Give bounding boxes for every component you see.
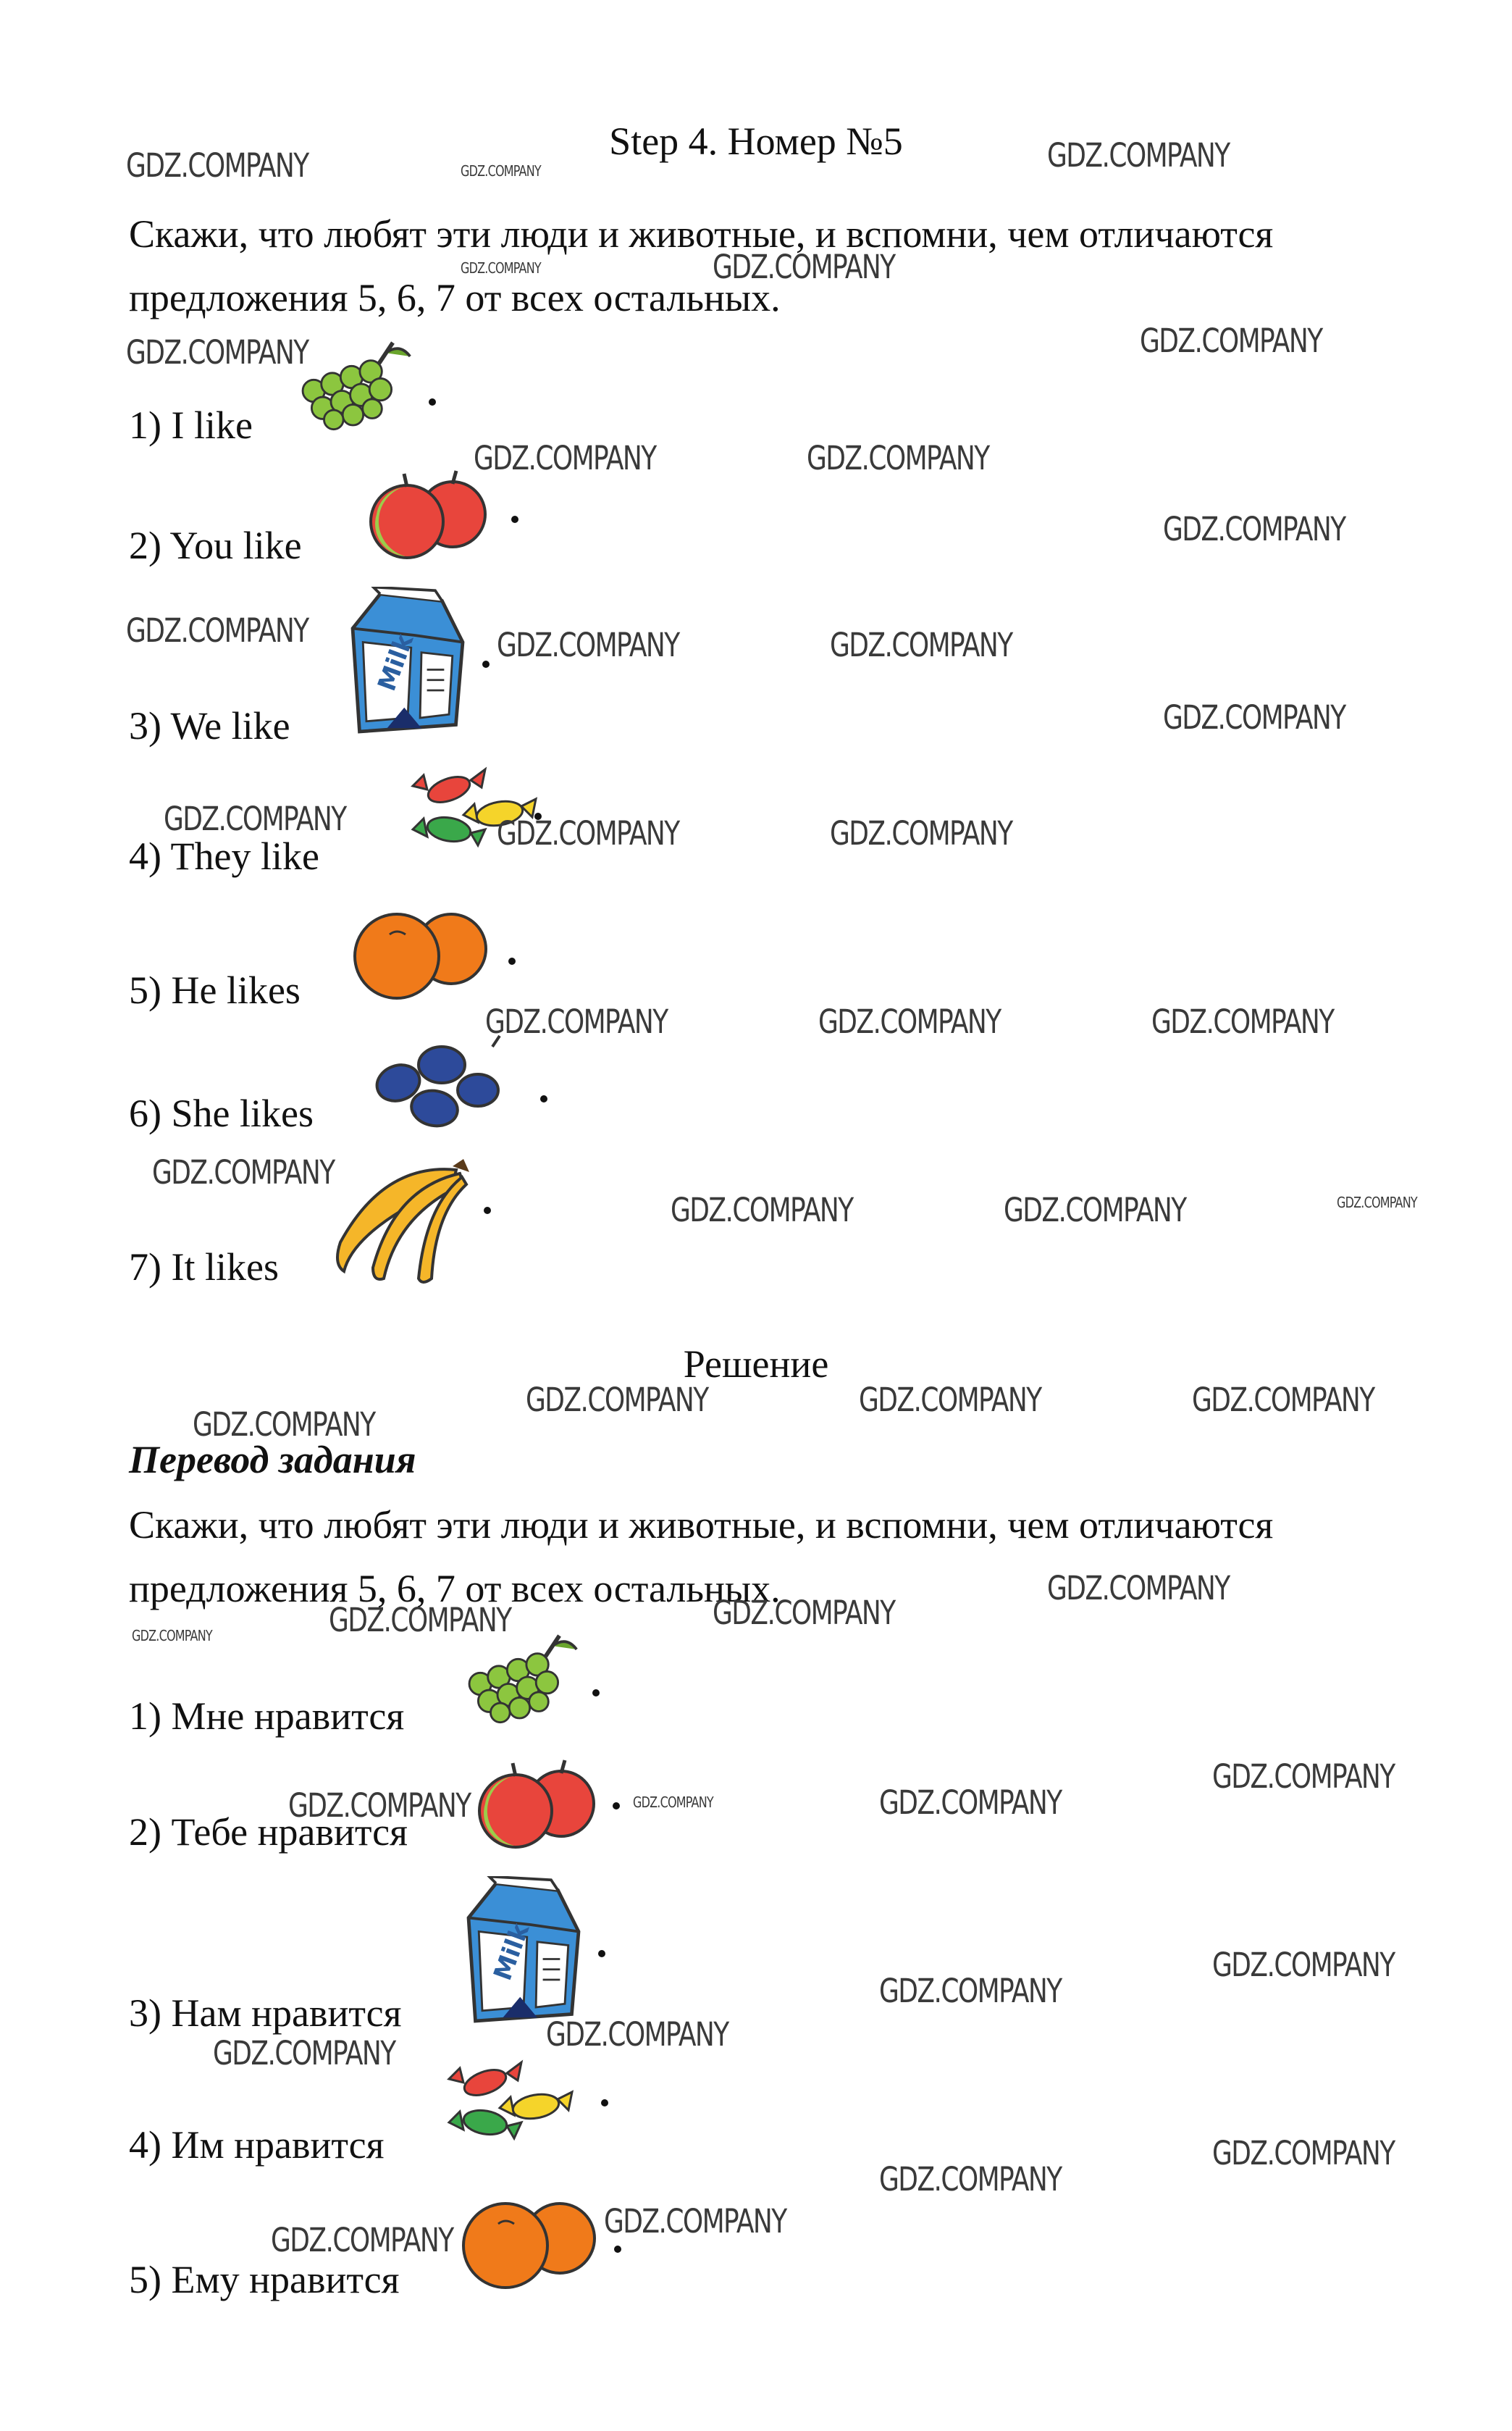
- solution-item-1-label: 1) Мне нравится: [129, 1694, 405, 1738]
- oranges-icon: [448, 2191, 607, 2293]
- watermark: GDZ.COMPANY: [461, 259, 541, 277]
- exercise-item-3-label: 3) We like: [129, 704, 290, 748]
- watermark: GDZ.COMPANY: [604, 2202, 786, 2240]
- instruction-line-2: предложения 5, 6, 7 от всех остальных.: [129, 276, 781, 319]
- watermark: GDZ.COMPANY: [474, 439, 656, 477]
- solution-instruction-line-1: Скажи, что любят эти люди и животные, и вспомни, чем отличаются: [129, 1503, 1274, 1547]
- solution-item-5-label: 5) Ему нравится: [129, 2258, 400, 2301]
- exercise-item-5-label: 5) He likes: [129, 968, 301, 1012]
- grapes-icon: [290, 333, 427, 435]
- watermark: GDZ.COMPANY: [879, 1783, 1062, 1822]
- watermark: GDZ.COMPANY: [526, 1381, 708, 1419]
- watermark: GDZ.COMPANY: [1212, 2134, 1395, 2172]
- watermark: GDZ.COMPANY: [132, 1627, 212, 1644]
- sentence-dot: [511, 516, 518, 523]
- watermark: GDZ.COMPANY: [1047, 1569, 1230, 1607]
- watermark: GDZ.COMPANY: [1047, 136, 1230, 175]
- milk-carton-icon: [455, 1876, 592, 2028]
- solution-instruction-line-2: предложения 5, 6, 7 от всех остальных.: [129, 1567, 781, 1610]
- watermark: GDZ.COMPANY: [497, 814, 679, 853]
- oranges-icon: [339, 902, 498, 1003]
- sentence-dot: [429, 398, 436, 406]
- watermark: GDZ.COMPANY: [1192, 1381, 1374, 1419]
- watermark: GDZ.COMPANY: [807, 439, 989, 477]
- sentence-dot: [613, 1802, 620, 1809]
- exercise-item-6-label: 6) She likes: [129, 1092, 314, 1135]
- solution-item-2-label: 2) Тебе нравится: [129, 1810, 408, 1854]
- solution-item-3-label: 3) Нам нравится: [129, 1991, 402, 2035]
- watermark: GDZ.COMPANY: [1151, 1003, 1334, 1041]
- exercise-item-2-label: 2) You like: [129, 524, 302, 567]
- milk-carton-icon: [339, 587, 476, 739]
- sentence-dot: [614, 2246, 621, 2253]
- watermark: GDZ.COMPANY: [830, 814, 1012, 853]
- candies-icon: [434, 2054, 579, 2148]
- watermark: GDZ.COMPANY: [461, 162, 541, 180]
- solution-subheading: Перевод задания: [129, 1438, 416, 1481]
- watermark: GDZ.COMPANY: [1212, 1757, 1395, 1796]
- apples-icon: [355, 464, 500, 565]
- watermark: GDZ.COMPANY: [633, 1794, 713, 1811]
- exercise-item-4-label: 4) They like: [129, 834, 319, 878]
- sentence-dot: [540, 1095, 547, 1102]
- watermark: GDZ.COMPANY: [1163, 698, 1345, 737]
- watermark: GDZ.COMPANY: [818, 1003, 1001, 1041]
- page-title: Step 4. Номер №5: [609, 120, 903, 163]
- watermark: GDZ.COMPANY: [1004, 1191, 1186, 1229]
- watermark: GDZ.COMPANY: [329, 1601, 511, 1639]
- watermark: GDZ.COMPANY: [830, 626, 1012, 664]
- instruction-line-1: Скажи, что любят эти люди и животные, и вспомни, чем отличаются: [129, 212, 1274, 256]
- plums-icon: [355, 1032, 514, 1134]
- sentence-dot: [598, 1950, 605, 1957]
- watermark: GDZ.COMPANY: [164, 800, 346, 838]
- watermark: GDZ.COMPANY: [546, 2015, 728, 2054]
- sentence-dot: [508, 958, 516, 965]
- sentence-dot: [592, 1689, 600, 1696]
- watermark: GDZ.COMPANY: [193, 1405, 375, 1444]
- watermark: GDZ.COMPANY: [713, 248, 895, 286]
- watermark: GDZ.COMPANY: [1337, 1194, 1417, 1211]
- watermark: GDZ.COMPANY: [213, 2034, 395, 2072]
- watermark: GDZ.COMPANY: [1212, 1946, 1395, 1984]
- sentence-dot: [482, 661, 490, 668]
- watermark: GDZ.COMPANY: [126, 146, 308, 185]
- grapes-icon: [456, 1626, 594, 1728]
- watermark: GDZ.COMPANY: [879, 1972, 1062, 2010]
- watermark: GDZ.COMPANY: [1140, 322, 1322, 360]
- watermark: GDZ.COMPANY: [126, 333, 308, 372]
- apples-icon: [463, 1753, 608, 1854]
- watermark: GDZ.COMPANY: [1163, 510, 1345, 548]
- sentence-dot: [484, 1207, 491, 1214]
- exercise-item-1-label: 1) I like: [129, 403, 253, 447]
- sentence-dot: [601, 2099, 608, 2106]
- watermark: GDZ.COMPANY: [485, 1003, 668, 1041]
- watermark: GDZ.COMPANY: [859, 1381, 1041, 1419]
- exercise-item-7-label: 7) It likes: [129, 1245, 279, 1289]
- watermark: GDZ.COMPANY: [879, 2160, 1062, 2198]
- watermark: GDZ.COMPANY: [671, 1191, 853, 1229]
- watermark: GDZ.COMPANY: [152, 1153, 335, 1192]
- watermark: GDZ.COMPANY: [497, 626, 679, 664]
- solution-item-4-label: 4) Им нравится: [129, 2123, 385, 2167]
- watermark: GDZ.COMPANY: [271, 2221, 453, 2259]
- solution-heading: Решение: [683, 1342, 829, 1386]
- watermark: GDZ.COMPANY: [288, 1786, 471, 1825]
- watermark: GDZ.COMPANY: [126, 611, 308, 650]
- watermark: GDZ.COMPANY: [713, 1594, 895, 1632]
- bananas-icon: [319, 1148, 478, 1286]
